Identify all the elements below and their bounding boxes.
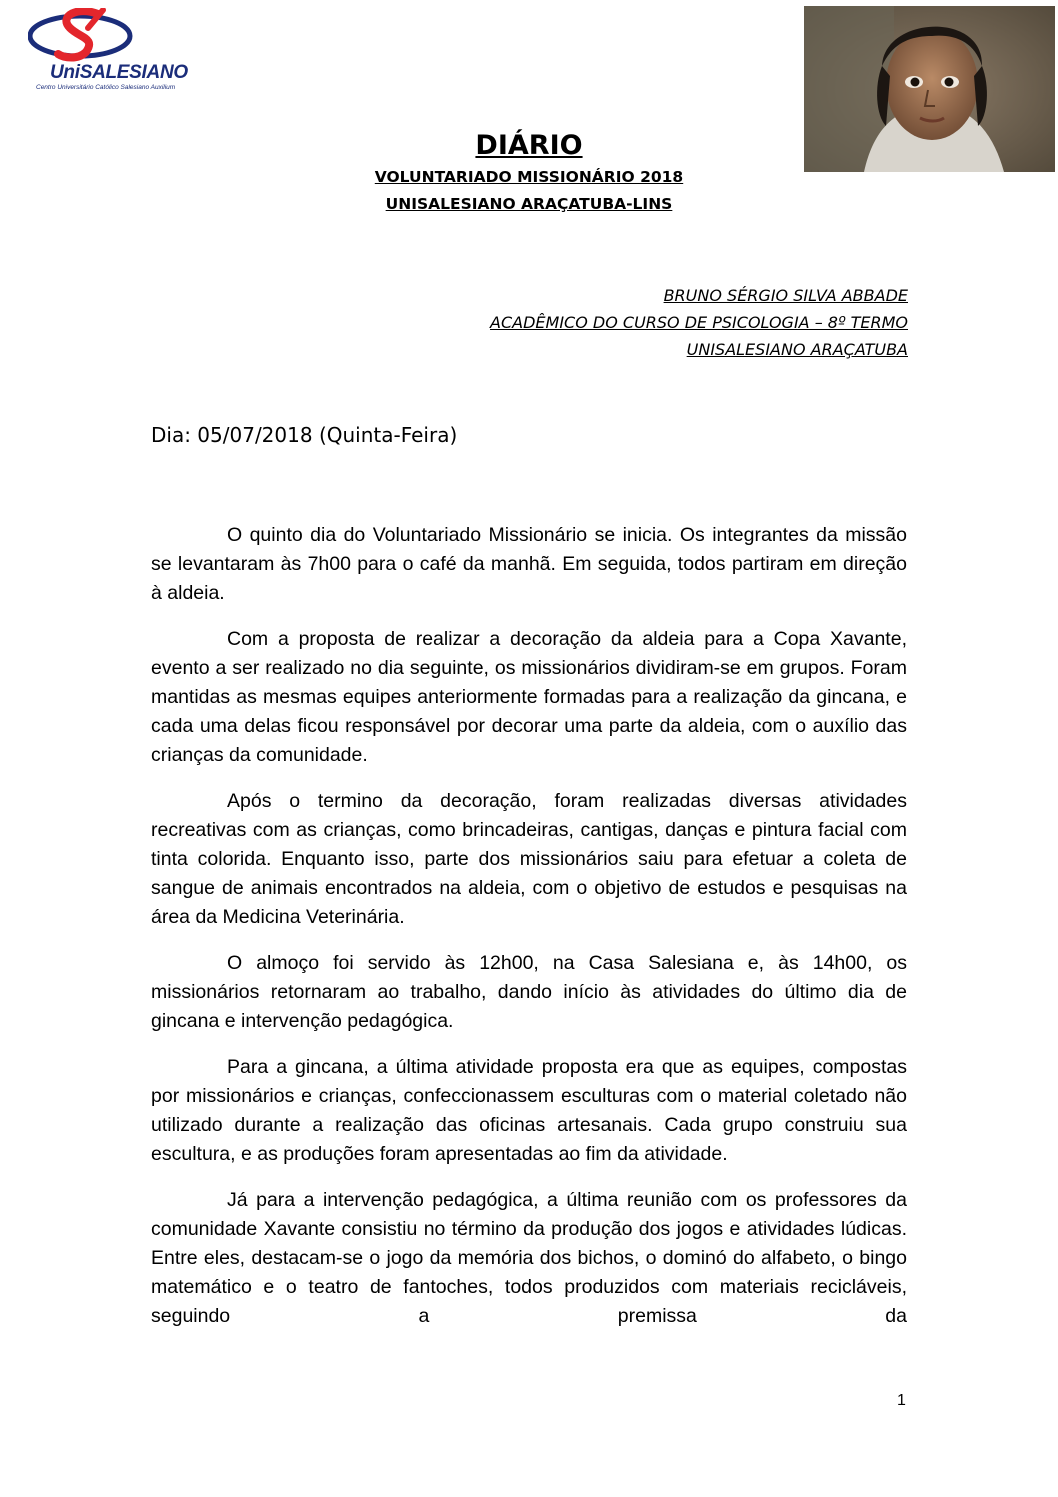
logo-subtitle: Centro Universitário Católico Salesiano Auxilium [36,84,176,91]
entry-date: Dia: 05/07/2018 (Quinta-Feira) [151,423,458,447]
author-block [490,282,908,363]
author-institution: UNISALESIANO ARAÇATUBA [686,340,908,359]
diary-body [151,521,907,1348]
paragraph: Com a proposta de realizar a decoração da aldeia para a Copa Xavante, evento a ser realizado no dia seguinte, os missionários dividiram-se em grupos. Foram mantidas as mesmas equipes anteriormente formadas para a realização da gincana, e cada uma delas ficou responsável por decorar uma parte da aldeia, com o auxílio das crianças da comunidade. [151,628,907,766]
paragraph: O almoço foi servido às 12h00, na Casa Salesiana e, às 14h00, os missionários retornaram ao trabalho, dando início às atividades do último dia de gincana e intervenção pedagógica. [151,952,907,1032]
paragraph: Após o termino da decoração, foram realizadas diversas atividades recreativas com as crianças, como brincadeiras, cantigas, danças e pintura facial com tinta colorida. Enquanto isso, parte dos missionários saiu para efetuar a coleta de sangue de animais encontrados na aldeia, com o objetivo de estudos e pesquisas na área da Medicina Veterinária. [151,790,907,928]
author-course: ACADÊMICO DO CURSO DE PSICOLOGIA – 8º TERMO [490,313,908,332]
paragraph: O quinto dia do Voluntariado Missionário se inicia. Os integrantes da missão se levantaram às 7h00 para o café da manhã. Em seguida, todos partiram em direção à aldeia. [151,524,907,604]
paragraph: Para a gincana, a última atividade proposta era que as equipes, compostas por missionários e crianças, confeccionassem esculturas com o material coletado não utilizado durante a realização das oficinas artesanais. Cada grupo construiu sua escultura, e as produções foram apresentadas ao fim da atividade. [151,1056,907,1165]
author-name: BRUNO SÉRGIO SILVA ABBADE [663,286,908,305]
page-number: 1 [897,1392,906,1409]
logo-name: UniSALESIANO [50,62,188,83]
page-title: DIÁRIO [475,130,583,161]
title-line-1: VOLUNTARIADO MISSIONÁRIO 2018 [374,168,684,186]
title-block [0,128,1058,218]
paragraph: Já para a intervenção pedagógica, a última reunião com os professores da comunidade Xavante consistiu no término da produção dos jogos e atividades lúdicas. Entre eles, destacam-se o jogo da memória dos bichos, o dominó do alfabeto, o bingo matemático e o teatro de fantoches, todos produzidos com materiais recicláveis, seguindo a premissa da [151,1189,907,1327]
logo-emblem-icon [28,8,188,68]
title-line-2: UNISALESIANO ARAÇATUBA-LINS [385,195,673,213]
unisalesiano-logo [28,8,188,90]
